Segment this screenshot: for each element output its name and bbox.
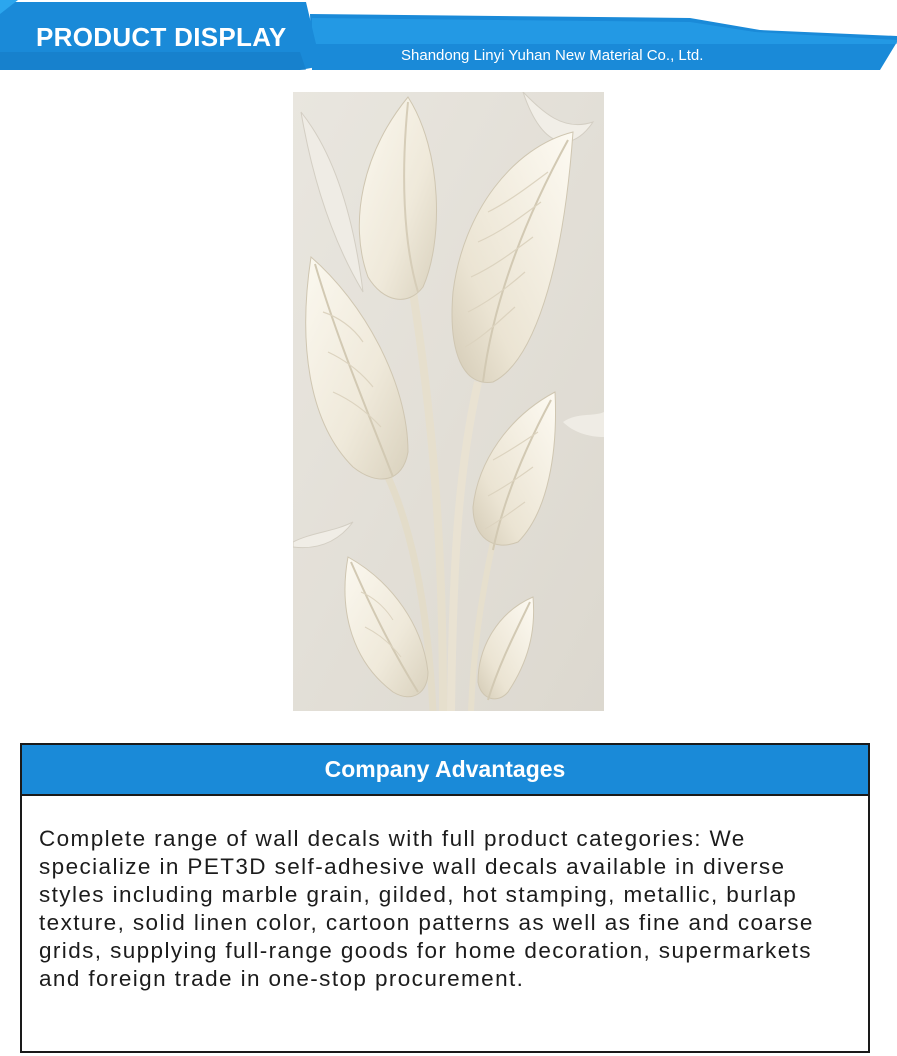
product-image: [293, 92, 604, 711]
company-advantages-panel: [20, 743, 870, 1053]
header-banner: [0, 0, 897, 78]
company-advantages-heading: Company Advantages: [22, 745, 868, 796]
page-title: PRODUCT DISPLAY: [36, 22, 287, 52]
company-name: Shandong Linyi Yuhan New Material Co., Ltd.: [401, 47, 704, 64]
sculpted-leaves-image: [293, 92, 604, 711]
company-advantages-text: Complete range of wall decals with full product categories: We specialize in PET3D self-adhesive wall decals available in diverse styles including marble grain, gilded, hot stamping, metallic, burlap texture, solid linen color, cartoon patterns as well as fine and coarse grids, supplying full-range goods for home decoration, supermarkets and foreign trade in one-stop procurement.: [39, 826, 814, 991]
